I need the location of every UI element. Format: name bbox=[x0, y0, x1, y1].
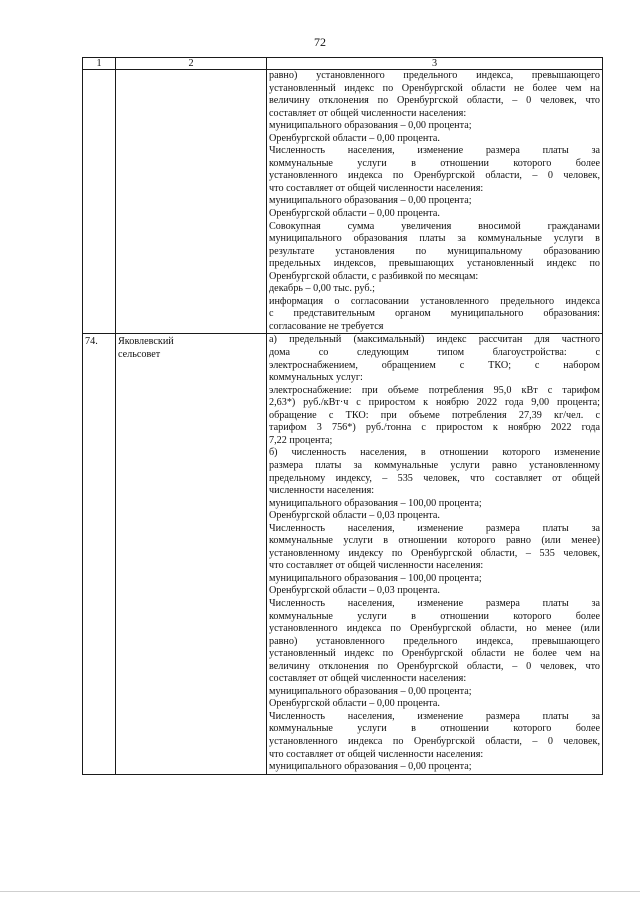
text-line: согласование не требуется bbox=[269, 320, 384, 332]
paragraph bbox=[269, 283, 600, 296]
paragraph bbox=[269, 447, 600, 497]
paragraph bbox=[269, 698, 600, 711]
text-line: Оренбургской области – 0,00 процента. bbox=[269, 132, 440, 144]
text-line: результате установления по муниципальному образованию bbox=[269, 245, 600, 257]
header-cell-2: 2 bbox=[116, 58, 267, 70]
text-line: Численность населения, изменение размера платы за bbox=[269, 597, 600, 609]
text-line: численности населения: bbox=[269, 485, 375, 497]
text-line: установленного индекса по Оренбургской области, – 0 человек, bbox=[269, 735, 600, 747]
table-row-continued bbox=[83, 70, 603, 334]
text-line: муниципального образования – 0,00 процента; bbox=[269, 120, 472, 132]
page-number: 72 bbox=[314, 35, 326, 49]
text-line: установленному индексу по Оренбургской области, – 535 человек, bbox=[269, 547, 600, 559]
text-line: составляет от общей численности населения: bbox=[269, 107, 467, 119]
text-line: обращение с ТКО: при объеме потребления 27,39 кг/чел. с bbox=[269, 409, 600, 421]
text-line: составляет от общей численности населения: bbox=[269, 673, 467, 685]
text-line: предельному индексу, – 535 человек, что составляет от общей bbox=[269, 472, 600, 484]
paragraph bbox=[269, 498, 600, 511]
text-line: муниципального образования – 0,00 процента; bbox=[269, 761, 472, 773]
text-line: Численность населения, изменение размера платы за bbox=[269, 710, 600, 722]
text-line: Совокупная сумма увеличения вносимой гражданами bbox=[269, 220, 600, 232]
text-line: коммунальные услуги в отношении которого более bbox=[269, 610, 600, 622]
text-line: муниципального образования – 0,00 процента; bbox=[269, 685, 472, 697]
text-line: установленный индекс по Оренбургской области не более чем на bbox=[269, 82, 600, 94]
paragraph bbox=[269, 195, 600, 208]
text-line: муниципального образования – 100,00 процента; bbox=[269, 497, 482, 509]
row-name-cell bbox=[116, 334, 267, 774]
text-line: Оренбургской области – 0,00 процента. bbox=[269, 208, 440, 220]
row-content-cell bbox=[267, 70, 603, 334]
text-line: электроснабжением, обращением с ТКО; с набором bbox=[269, 359, 600, 371]
header-cell-3: 3 bbox=[267, 58, 603, 70]
paragraph bbox=[269, 133, 600, 146]
text-line: Численность населения, изменение размера платы за bbox=[269, 522, 600, 534]
text-line: равно) установленного предельного индекса, превышающего bbox=[269, 70, 600, 81]
text-line: установленного индекса по Оренбургской области, но менее (или bbox=[269, 623, 600, 635]
paragraph bbox=[269, 510, 600, 523]
paragraph bbox=[269, 145, 600, 195]
text-line: что составляет от общей численности населения: bbox=[269, 182, 484, 194]
paragraph bbox=[269, 120, 600, 133]
text-line: установленный индекс по Оренбургской области не более чем на bbox=[269, 648, 600, 660]
text-line: декабрь – 0,00 тыс. руб.; bbox=[269, 283, 375, 295]
data-table bbox=[82, 57, 603, 775]
text-line: что составляет от общей численности населения: bbox=[269, 748, 484, 760]
row-number-cell: 74. bbox=[83, 334, 116, 774]
paragraph bbox=[269, 70, 600, 120]
text-line: Оренбургской области, с разбивкой по месяцам: bbox=[269, 270, 479, 282]
text-line: а) предельный (максимальный) индекс рассчитан для частного bbox=[269, 334, 600, 346]
text-line: установленного индекса по Оренбургской области, – 0 человек, bbox=[269, 170, 600, 182]
text-line: 7,22 процента; bbox=[269, 434, 333, 446]
paragraph bbox=[269, 208, 600, 221]
text-line: муниципального образования – 0,00 процента; bbox=[269, 195, 472, 207]
text-line: муниципального образования платы за коммунальные услуги в bbox=[269, 233, 600, 245]
text-line: величину отклонения по Оренбургской области, – 0 человек, что bbox=[269, 95, 600, 107]
paragraph bbox=[269, 523, 600, 573]
row-number-cell bbox=[83, 70, 116, 334]
paragraph bbox=[269, 598, 600, 686]
text-line: величину отклонения по Оренбургской области, – 0 человек, что bbox=[269, 660, 600, 672]
text-line: электроснабжение: при объеме потребления 95,0 кВт с тарифом bbox=[269, 384, 600, 396]
text-line: б) численность населения, в отношении которого изменение bbox=[269, 447, 600, 459]
text-line: что составляет от общей численности населения: bbox=[269, 560, 484, 572]
municipality-name-line: сельсовет bbox=[118, 349, 161, 361]
header-cell-1: 1 bbox=[83, 58, 116, 70]
page-bottom-rule bbox=[0, 891, 640, 892]
text-line: равно) установленного предельного индекса, превышающего bbox=[269, 635, 600, 647]
municipality-name-line: Яковлевский bbox=[118, 336, 174, 348]
paragraph bbox=[269, 711, 600, 761]
text-line: тарифом 3 756*) руб./тонна с приростом к ноябрю 2022 года bbox=[269, 422, 600, 434]
text-line: Численность населения, изменение размера платы за bbox=[269, 145, 600, 157]
paragraph bbox=[269, 221, 600, 284]
text-line: дома со следующим типом благоустройства: с bbox=[269, 347, 600, 359]
text-line: коммунальных услуг: bbox=[269, 372, 363, 384]
text-line: коммунальные услуги в отношении которого более bbox=[269, 157, 600, 169]
text-line: предельных индексов, превышающих установленный индекс по bbox=[269, 258, 600, 270]
text-line: Оренбургской области – 0,00 процента. bbox=[269, 698, 440, 710]
paragraph bbox=[269, 385, 600, 448]
paragraph bbox=[269, 761, 600, 774]
paragraph bbox=[269, 573, 600, 586]
paragraph bbox=[269, 296, 600, 334]
text-line: с представительным органом муниципального образования: bbox=[269, 308, 600, 320]
text-line: коммунальные услуги в отношении которого более bbox=[269, 723, 600, 735]
text-line: информация о согласовании установленного предельного индекса bbox=[269, 295, 600, 307]
paragraph bbox=[269, 334, 600, 384]
paragraph bbox=[269, 686, 600, 699]
row-name-cell bbox=[116, 70, 267, 334]
row-content-cell bbox=[267, 334, 603, 774]
text-line: Оренбургской области – 0,03 процента. bbox=[269, 585, 440, 597]
text-line: 2,63*) руб./кВт·ч с приростом к ноябрю 2022 года 9,00 процента; bbox=[269, 397, 600, 409]
text-line: Оренбургской области – 0,03 процента. bbox=[269, 510, 440, 522]
text-line: муниципального образования – 100,00 процента; bbox=[269, 572, 482, 584]
table-header-row bbox=[83, 58, 603, 70]
text-line: коммунальные услуги в отношении которого равно (или менее) bbox=[269, 535, 600, 547]
text-line: размера платы за коммунальные услуги равно установленному bbox=[269, 459, 600, 471]
table-row-74 bbox=[83, 334, 603, 774]
paragraph bbox=[269, 585, 600, 598]
